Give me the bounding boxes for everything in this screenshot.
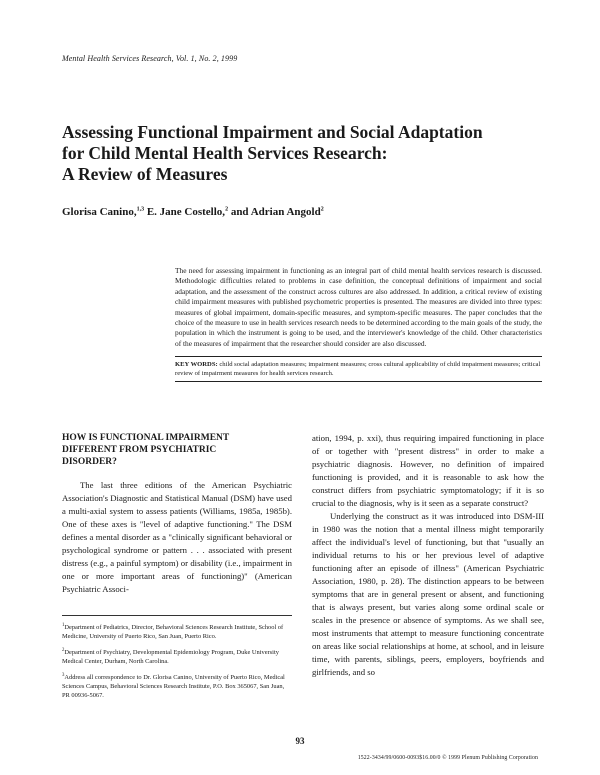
- footnote: [62, 621, 292, 641]
- body-paragraph: ation, 1994, p. xxi), thus requiring impaired functioning in place of or together with "present distress" in order to make a psychiatric diagnosis. However, no definition of impaired functioning is provided, and it is reasonable to ask how the construct differs from psychiatric symptomatology; if it is so crucial to the diagnosis, why is it seen as a separate construct?: [312, 433, 544, 508]
- footnote: [62, 671, 292, 700]
- page-number: 93: [295, 736, 305, 746]
- author-name: and Adrian Angold: [228, 206, 321, 218]
- keywords-divider: [175, 381, 542, 382]
- footnote-text: Department of Pediatrics, Director, Behavioral Sciences Research Institute, School of Medicine, University of Puerto Rico, San Juan, Puerto Rico.: [62, 624, 284, 641]
- footnote-marker: 1: [62, 623, 65, 628]
- footnote-marker: 2: [62, 648, 65, 654]
- footnote-text: Address all correspondence to Dr. Glorisa Canino, University of Puerto Rico, Medical Sciences Campus, Behavioral Sciences Research Institute, P.O. Box 365067, San Juan, PR 00936-5067.: [62, 674, 285, 700]
- footnotes: [62, 615, 292, 705]
- author-name: E. Jane Costello,: [144, 206, 226, 218]
- article-title: Assessing Functional Impairment and Social Adaptation for Child Mental Health Services Research: A Review of Measures: [62, 122, 483, 184]
- keywords-block: [175, 356, 542, 378]
- keywords-label: KEY WORDS:: [175, 361, 218, 368]
- author-name: Glorisa Canino,: [62, 206, 137, 218]
- affiliation-marker: 1,3: [136, 206, 145, 213]
- author-list: [62, 206, 324, 218]
- copyright-line: 1522-3434/99/0600-0093$16.00/0 © 1999 Plenum Publishing Corporation: [357, 755, 538, 761]
- keywords-text: child social adaptation measures; impairment measures; cross cultural applicability of child impairment measures; critical review of impairment measures for health services research.: [175, 361, 541, 377]
- body-paragraph: Underlying the construct as it was introduced into DSM-III in 1980 was the notion that a mental illness might temporarily affect the individual's level of functioning, but that "usually an individual returns to his or her previous level of adaptive functioning after an episode of illness" (American Psychiatric Association, 1980, p. 28). The distinction appears to be between symptoms that are in general present or absent, and functioning that is always present, but varies along some ordinal scale or scales in the presence or absence of symptoms. As we shall see, most instruments that attempt to measure functioning concentrate on areas like social relationships at home, at school, and in leisure time, with parents, siblings, peers, employers, boyfriends and girlfriends, and so: [312, 511, 544, 677]
- journal-header: Mental Health Services Research, Vol. 1, No. 2, 1999: [62, 54, 238, 63]
- body-paragraph: The last three editions of the American Psychiatric Association's Diagnostic and Statistical Manual (DSM) have used a multi-axial system to assess patients (Williams, 1985a, 1985b). One of these axes is "level of adaptive functioning." The DSM defines a mental disorder as a "clinically significant behavioral or psychological syndrome or pattern . . . associated with present distress (e.g., a painful symptom) or disability (i.e., impairment in one or more important areas of functioning)" (American Psychiatric Associ-: [62, 480, 292, 594]
- left-column: [62, 432, 292, 596]
- right-column: [312, 432, 544, 679]
- abstract: The need for assessing impairment in functioning as an integral part of child mental health services research is discussed. Methodologic difficulties related to problems in case definition, the conceptual definitions of impairment and social adaptation, and the assessment of the construct across cultures are also addressed. In addition, a critical review of existing child impairment measures with published psychometric properties is presented. The measures are divided into three types: measures of global impairment, domain-specific measures, and symptom-specific measures. The paper concludes that the choice of the measure to use in health services research needs to be determined according to the main goals of the study, the population in which the instrument is going to be used, and the interviewer's knowledge of the child. Other characteristics of the measures of impairment that the researcher should consider are also discussed.: [175, 266, 542, 348]
- affiliation-marker: 2: [225, 206, 229, 213]
- footnote: [62, 646, 292, 666]
- footnote-marker: 3: [62, 673, 65, 679]
- section-heading: HOW IS FUNCTIONAL IMPAIRMENT DIFFERENT FROM PSYCHIATRIC DISORDER?: [62, 433, 230, 467]
- footnote-text: Department of Psychiatry, Developmental Epidemiology Program, Duke University Medical Center, Durham, North Carolina.: [62, 649, 279, 666]
- affiliation-marker: 2: [320, 206, 324, 213]
